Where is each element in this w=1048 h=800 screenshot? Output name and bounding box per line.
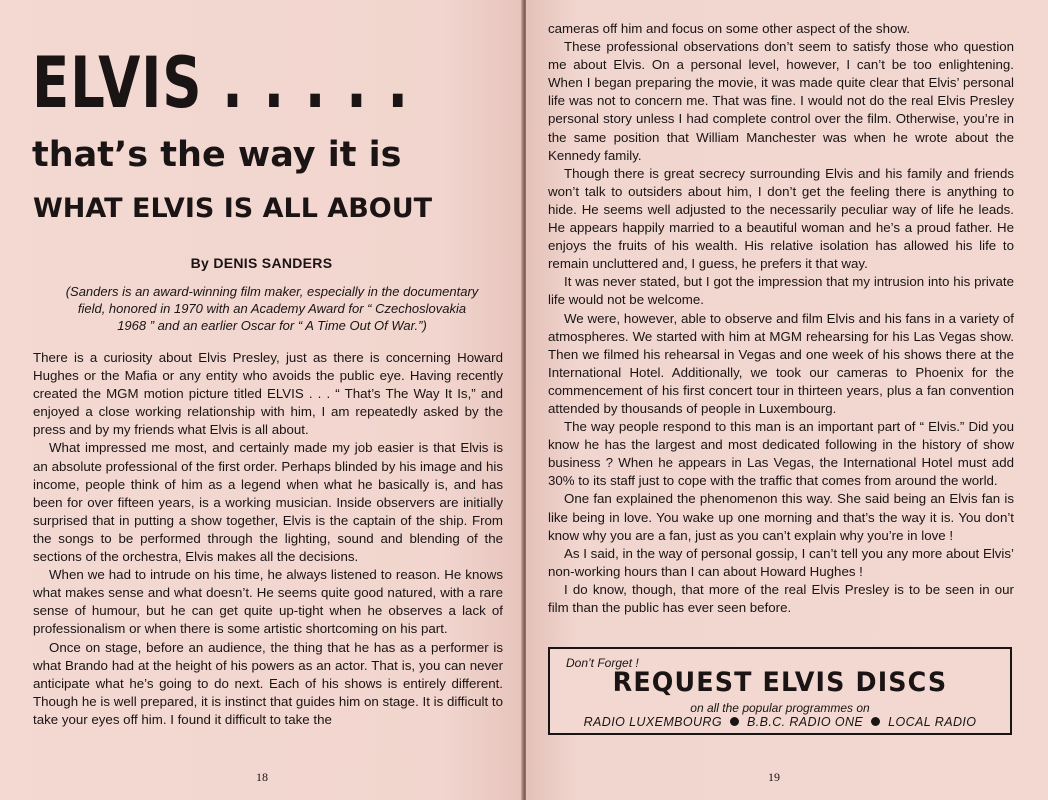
headline-thats-the-way-it-is: that’s the way it is <box>32 135 402 175</box>
ad-stations <box>550 715 1010 729</box>
article-body-left <box>33 349 503 729</box>
paragraph: Once on stage, before an audience, the thing that he has as a performer is what Brando had at the height of his powers as an actor. That is, you can never anticipate what he’s going to do next. Each of his shows is entirely different. Though he is well prepared, it is instinct that guides him on stage. It is difficult to take your eyes off him. I found it difficult to take the <box>33 639 503 727</box>
paragraph: We were, however, able to observe and film Elvis and his fans in a variety of atmospheres. We started with him at MGM rehearsing for his Las Vegas show. Then we filmed his rehearsal in Vegas and one week of his shows there at the International Hotel. Additionally, we took our cameras to Phoenix for the commencement of his first concert tour in thirteen years, plus a fan convention attended by thousands of people in Luxembourg. <box>548 310 1014 416</box>
paragraph: cameras off him and focus on some other aspect of the show. <box>548 21 910 36</box>
ad-dont-forget: Don’t Forget ! <box>566 656 639 670</box>
paragraph: There is a curiosity about Elvis Presley, just as there is concerning Howard Hughes or the Mafia or any entity who avoids the public eye. Having recently created the MGM motion picture titled ELVIS . . . “ That’s The Way It Is,” and enjoyed a close working relationship with him, I am repeatedly asked by the press and by my friends what Elvis is all about. <box>33 350 503 438</box>
article-body-right <box>548 20 1014 617</box>
paragraph: As I said, in the way of personal gossip, I can’t tell you any more about Elvis’ non-working hours than I can about Howard Hughes ! <box>548 545 1014 579</box>
bullet-icon <box>730 717 739 726</box>
author-intro: (Sanders is an award-winning film maker, especially in the documentary field, honored in 1970 with an Academy Award for “ Czechoslovakia 1968 ” and an earlier Oscar for “ A Time Out Of War.”) <box>65 284 479 333</box>
station-local-radio: LOCAL RADIO <box>888 715 977 729</box>
ad-subline: on all the popular programmes on <box>690 701 870 715</box>
page-number: 19 <box>768 770 780 784</box>
station-radio-luxembourg: RADIO LUXEMBOURG <box>583 715 722 729</box>
bullet-icon <box>871 717 880 726</box>
request-elvis-discs-ad <box>548 647 1012 735</box>
paragraph: These professional observations don’t seem to satisfy those who question me about Elvis. On a personal level, however, I can’t be too enlightening. When I began preparing the movie, it was made quite clear that Elvis’ personal life was not to concern me. That was fine. I would not do the real Elvis Presley personal story unless I had complete control over the film. Otherwise, you’re in the same position that William Manchester was when he wrote about the Kennedy family. <box>548 39 1014 163</box>
ad-headline: REQUEST ELVIS DISCS <box>612 667 948 698</box>
page-number: 18 <box>256 770 268 784</box>
left-page <box>0 0 523 800</box>
paragraph: It was never stated, but I got the impression that my intrusion into his private life would not be welcome. <box>548 274 1014 308</box>
right-page <box>526 0 1048 800</box>
paragraph: One fan explained the phenomenon this way. She said being an Elvis fan is like being in love. You wake up one morning and that’s the way it is. You don’t know why you are a fan, just as you can’t explain why you’re in love ! <box>548 491 1014 543</box>
paragraph: When we had to intrude on his time, he always listened to reason. He knows what makes sense and what doesn’t. He seems quite good natured, with a rare sense of humour, but he can get quite up-tight when he observes a lack of professionalism or when there is some artistic shortcoming on his part. <box>33 567 503 637</box>
paragraph: Though there is great secrecy surrounding Elvis and his family and friends won’t talk to outsiders about him, I don’t get the feeling there is anything to hide. He seems well adjusted to the necessarily peculiar way of life he leads. He appears happily married to a beautiful woman and he’s a proud father. He enjoys the fruits of his wealth. His relative isolation has allowed his life to remain uncluttered and, I guess, he prefers it that way. <box>548 165 1014 272</box>
headline-what-elvis-is-all-about: WHAT ELVIS IS ALL ABOUT <box>33 193 433 224</box>
paragraph: The way people respond to this man is an important part of “ Elvis.” Did you know he has the largest and most dedicated following in the history of show business ? When he appears in Las Vegas, the International Hotel must add 30% to its staff just to cope with the traffic that comes from around the world. <box>548 419 1014 489</box>
byline: By DENIS SANDERS <box>190 255 333 271</box>
paragraph: What impressed me most, and certainly made my job easier is that Elvis is an absolute professional of the first order. Perhaps blinded by his image and his income, people think of him as a legend when what he basically is, and has been for over fifteen years, is a working musician. Inside observers are initially surprised that in putting a show together, Elvis is the captain of the ship. From the songs to be performed through the lighting, sound and blending of the sections of the orchestra, Elvis makes all the decisions. <box>33 440 503 565</box>
headline-elvis: ELVIS . . . . . <box>32 42 409 124</box>
station-bbc-radio-one: B.B.C. RADIO ONE <box>746 715 864 729</box>
paragraph: I do know, though, that more of the real Elvis Presley is to be seen in our film than the public has ever seen before. <box>548 581 1014 615</box>
